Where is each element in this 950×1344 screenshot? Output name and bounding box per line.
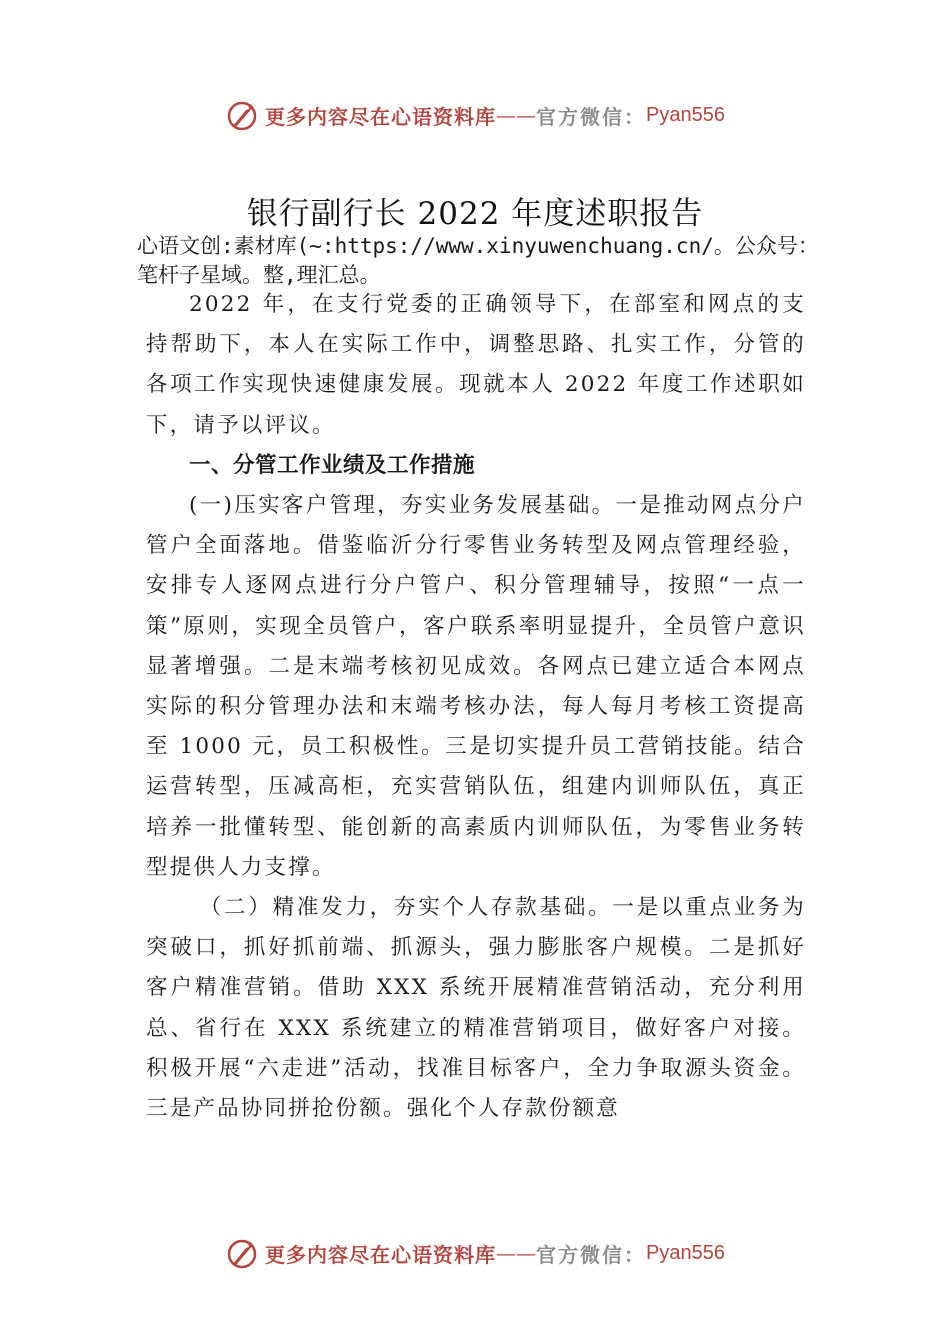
quill-pen-logo-icon: [225, 1236, 259, 1270]
intro-paragraph: 2022 年，在支行党委的正确领导下，在部室和网点的支持帮助下，本人在实际工作中，调整思路、扎实工作，分管的各项工作实现快速健康发展。现就本人 2022 年度工作述职如下，请予以评议。: [146, 292, 806, 438]
banner-wechat-label: 官方微信：: [536, 1242, 647, 1267]
banner-slogan: 更多内容尽在心语资料库: [265, 104, 497, 129]
footer-banner: [0, 1233, 950, 1273]
quill-pen-logo-icon: [225, 98, 259, 132]
banner-slogan: 更多内容尽在心语资料库: [265, 1242, 497, 1267]
body-paragraph: (一)压实客户管理，夯实业务发展基础。一是推动网点分户管户全面落地。借鉴临沂分行零售业务转型及网点管理经验，安排专人逐网点进行分户管户、积分管理辅导，按照“一点一策”原则，实现全员管户，客户联系率明显提升，全员管户意识显著增强。二是末端考核初见成效。各网点已建立适合本网点实际的积分管理办法和末端考核办法，每人每月考核工资提高至 1000 元，员工积极性。三是切实提升员工营销技能。结合运营转型，压减高柜，充实营销队伍，组建内训师队伍，真正培养一批懂转型、能创新的高素质内训师队伍，为零售业务转型提供人力支撑。: [146, 493, 806, 880]
document-body: [146, 285, 806, 1129]
banner-dash: ——: [496, 103, 537, 127]
body-paragraph: （二）精准发力，夯实个人存款基础。一是以重点业务为突破口，抓好抓前端、抓源头，强力膨胀客户规模。二是抓好客户精准营销。借助 XXX 系统开展精准营销活动，充分利用总、省行在 XXX 系统建立的精准营销项目，做好客户对接。积极开展“六走进”活动，找准目标客户，全力争取源头资金。三是产品协同拼抢份额。强化个人存款份额意: [146, 895, 806, 1122]
banner-wechat-label: 官方微信：: [536, 104, 647, 129]
banner-wechat-id: Pyan556: [646, 103, 725, 126]
section-heading: 一、分管工作业绩及工作措施: [189, 452, 476, 478]
banner-dash: ——: [496, 1241, 537, 1265]
banner-wechat-id: Pyan556: [646, 1241, 725, 1264]
header-banner: [0, 95, 950, 135]
source-line: 心语文创:素材库(~:https://www.xinyuwenchuang.cn/。公众号：笔杆子星域。整,理汇总。: [137, 234, 819, 287]
document-title: 银行副行长 2022 年度述职报告: [246, 196, 704, 232]
